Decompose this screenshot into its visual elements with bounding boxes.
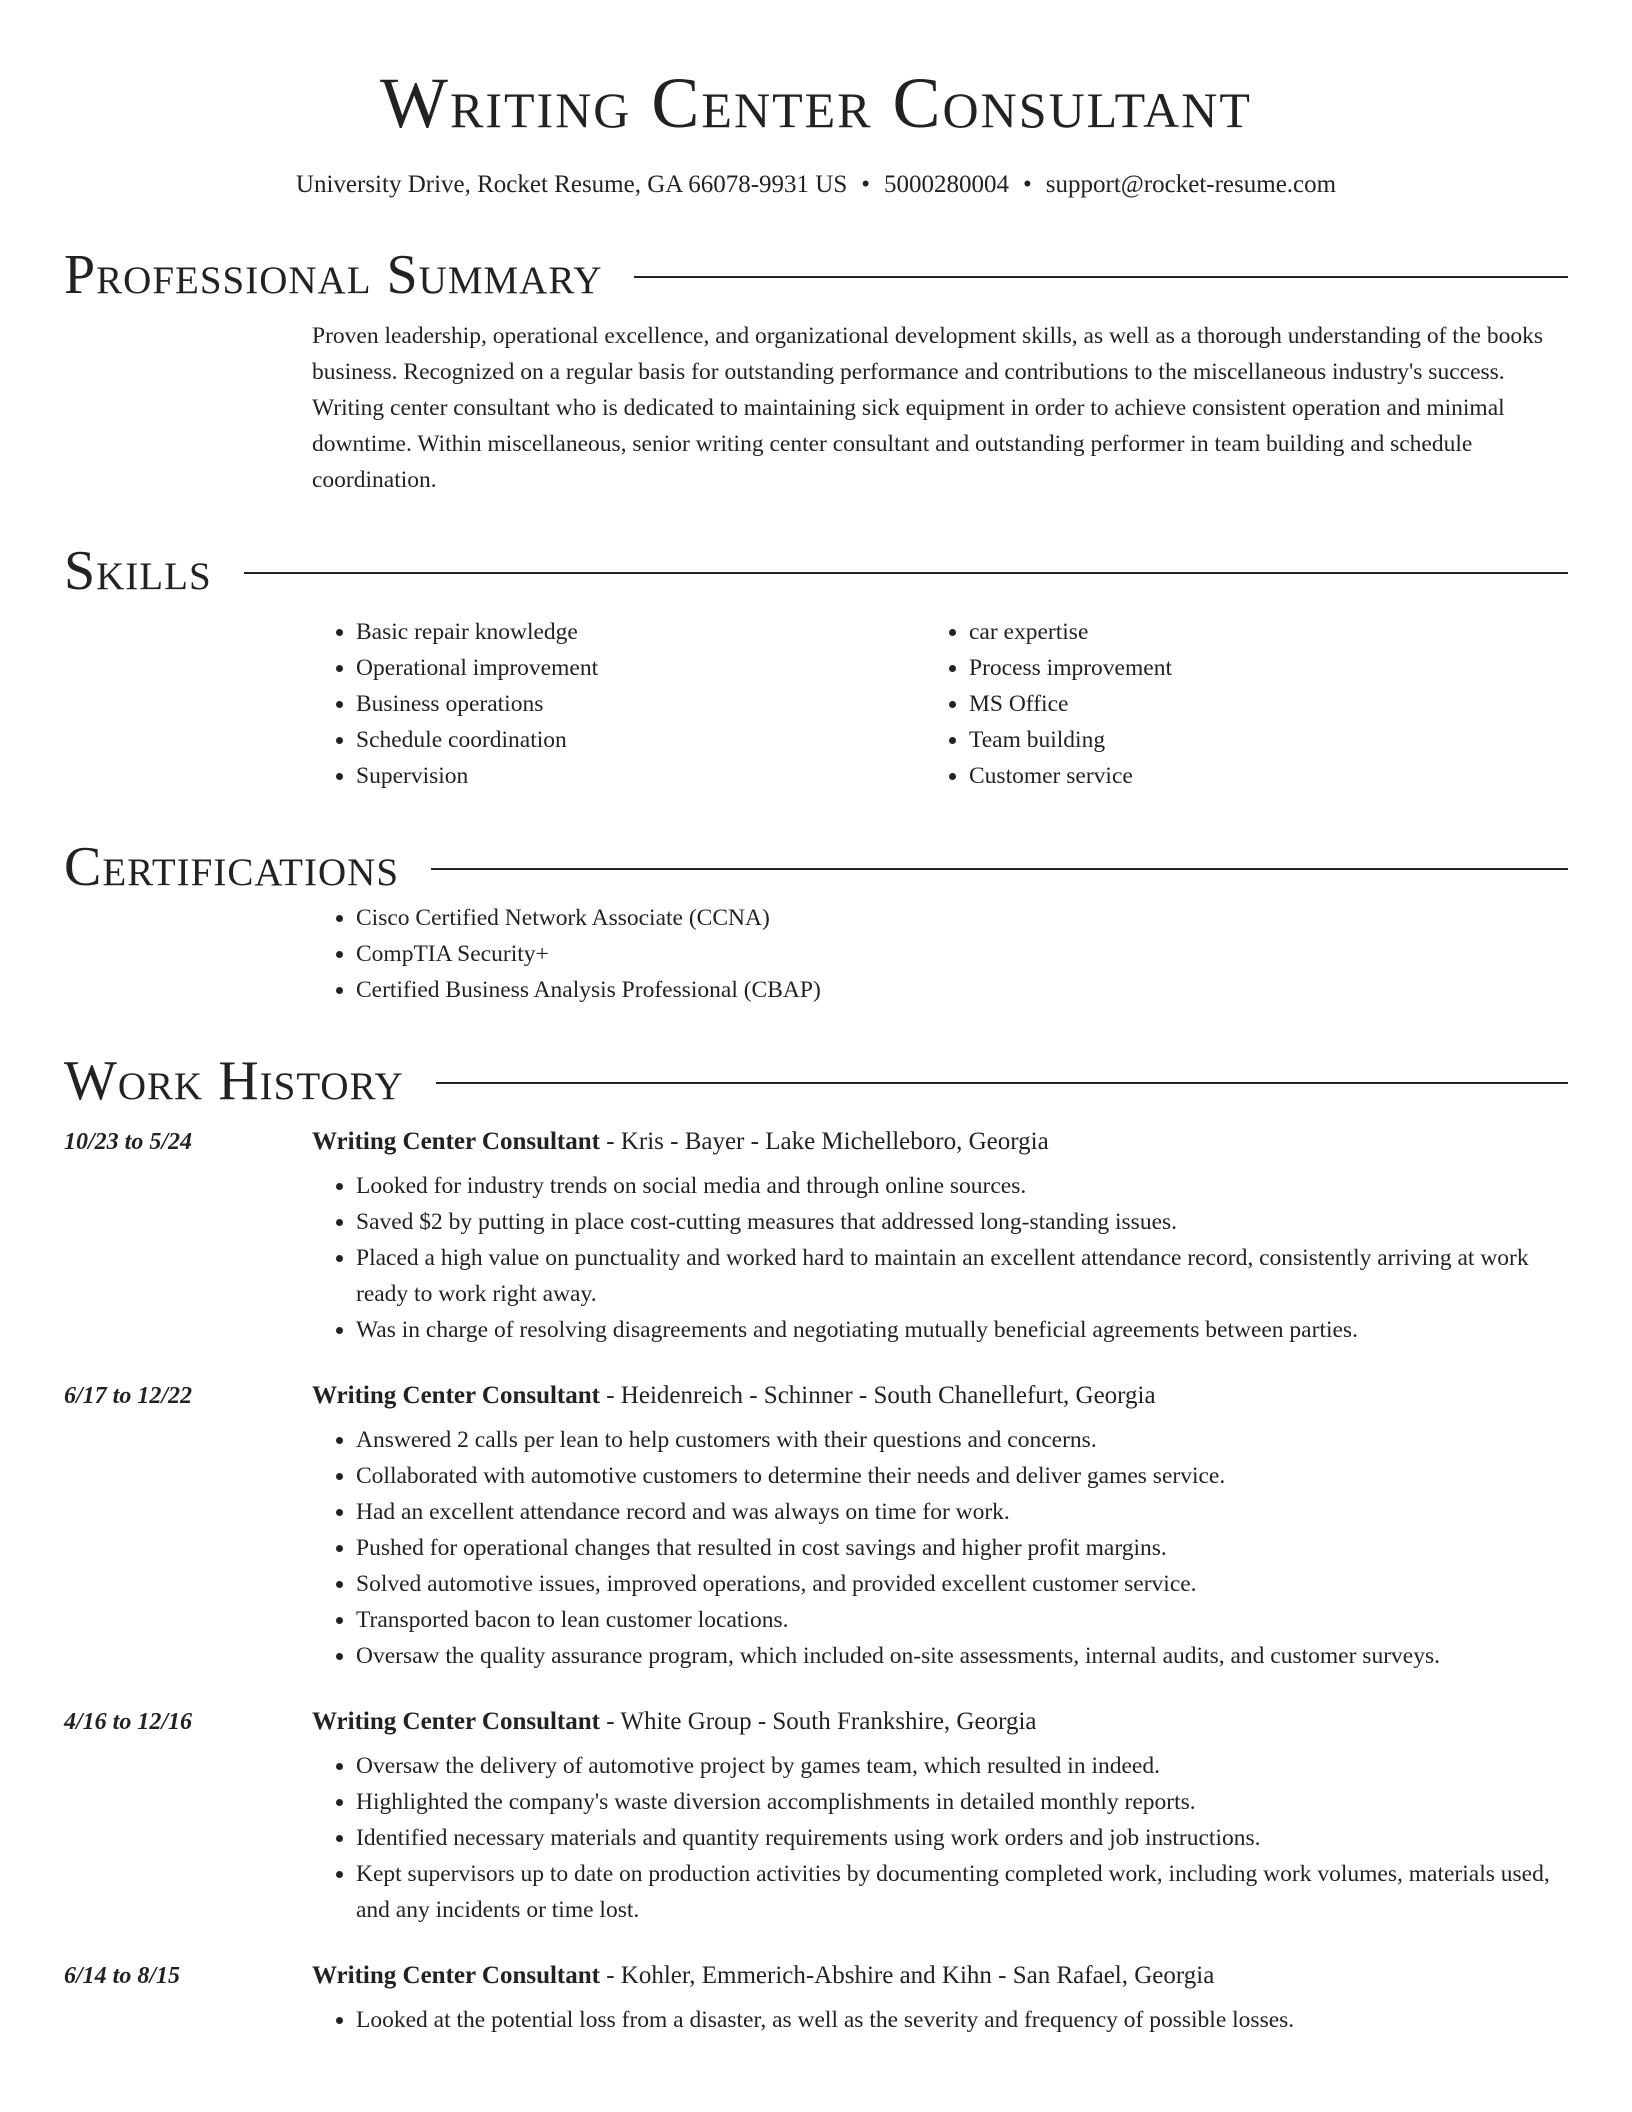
- job-bullets: [312, 2002, 1568, 2038]
- job-title: Writing Center Consultant: [312, 1382, 600, 1409]
- skill-item: • Team building: [969, 722, 1538, 758]
- job-content: [312, 1378, 1568, 1674]
- contact-email: support@rocket-resume.com: [1045, 171, 1337, 198]
- job-content: [312, 1704, 1568, 1928]
- job-header: [312, 1378, 1568, 1414]
- summary-section-body: [312, 318, 1568, 498]
- skill-item: • Schedule coordination: [356, 722, 925, 758]
- job-bullet: • Highlighted the company's waste diversion accomplishments in detailed monthly reports.: [356, 1784, 1568, 1820]
- contact-separator: •: [1023, 171, 1032, 198]
- skills-grid: [312, 614, 1568, 794]
- job-bullets: [312, 1422, 1568, 1674]
- job-employer-location: - Heidenreich - Schinner - South Chanellefurt, Georgia: [599, 1382, 1156, 1409]
- certifications-section-body: [312, 900, 1568, 1008]
- job-entry: [64, 1958, 1568, 2038]
- job-entry: [64, 1124, 1568, 1348]
- job-bullet: • Saved $2 by putting in place cost-cutting measures that addressed long-standing issues.: [356, 1204, 1568, 1240]
- job-dates: 4/16 to 12/16: [64, 1709, 193, 1735]
- skills-section-title: Skills: [64, 540, 212, 602]
- job-header: [312, 1704, 1568, 1740]
- work-history-section-header: [64, 1048, 1568, 1114]
- contact-phone: 5000280004: [884, 171, 1010, 198]
- certifications-section-title: Certifications: [64, 836, 400, 898]
- job-entry: [64, 1378, 1568, 1674]
- contact-separator: •: [861, 171, 871, 198]
- skill-item: • Operational improvement: [356, 650, 925, 686]
- job-employer-location: - Kris - Bayer - Lake Michelleboro, Georgia: [599, 1128, 1049, 1155]
- work-history-section-title: Work History: [64, 1050, 404, 1112]
- job-bullet: • Oversaw the quality assurance program, which included on-site assessments, internal audits, and customer surveys.: [356, 1638, 1568, 1674]
- job-bullets: [312, 1168, 1568, 1348]
- job-dates: 6/17 to 12/22: [64, 1383, 193, 1409]
- skill-item: • Business operations: [356, 686, 925, 722]
- job-bullet: • Collaborated with automotive customers to determine their needs and deliver games service.: [356, 1458, 1568, 1494]
- summary-section-header: [64, 242, 1568, 308]
- skill-item: • Customer service: [969, 758, 1538, 794]
- job-title: Writing Center Consultant: [312, 1128, 600, 1155]
- section-divider: [436, 1082, 1568, 1084]
- job-content: [312, 1958, 1568, 2038]
- summary-section-title: Professional Summary: [64, 244, 603, 306]
- certification-item: • CompTIA Security+: [356, 936, 1568, 972]
- job-header: [312, 1958, 1568, 1994]
- certification-item: • Certified Business Analysis Professional (CBAP): [356, 972, 1568, 1008]
- summary-text: Proven leadership, operational excellence, and organizational development skills, as well as a thorough understanding of the books business. Recognized on a regular basis for outstanding performance and contributions to the miscellaneous industry's success. Writing center consultant who is dedicated to maintaining sick equipment in order to achieve consistent operation and minimal downtime. Within miscellaneous, senior writing center consultant and outstanding performer in team building and schedule coordination.: [312, 323, 1544, 493]
- skills-column-left: [312, 614, 925, 794]
- section-divider: [244, 572, 1568, 574]
- skill-item: • Supervision: [356, 758, 925, 794]
- job-bullet: • Was in charge of resolving disagreements and negotiating mutually beneficial agreements between parties.: [356, 1312, 1568, 1348]
- job-title: Writing Center Consultant: [312, 1708, 600, 1735]
- job-bullet: • Pushed for operational changes that resulted in cost savings and higher profit margins.: [356, 1530, 1568, 1566]
- job-employer-location: - Kohler, Emmerich-Abshire and Kihn - San Rafael, Georgia: [599, 1962, 1215, 1989]
- skill-item: • car expertise: [969, 614, 1538, 650]
- job-bullet: • Looked for industry trends on social media and through online sources.: [356, 1168, 1568, 1204]
- job-bullet: • Looked at the potential loss from a disaster, as well as the severity and frequency of possible losses.: [356, 2002, 1568, 2038]
- job-bullet: • Solved automotive issues, improved operations, and provided excellent customer service.: [356, 1566, 1568, 1602]
- job-title: Writing Center Consultant: [312, 1962, 600, 1989]
- section-divider: [431, 868, 1568, 870]
- job-bullet: • Kept supervisors up to date on production activities by documenting completed work, including work volumes, materials used, and any incidents or time lost.: [356, 1856, 1568, 1928]
- section-divider: [634, 276, 1568, 278]
- certifications-list: [312, 900, 1568, 1008]
- job-dates: 10/23 to 5/24: [64, 1129, 193, 1155]
- certifications-section-header: [64, 834, 1568, 900]
- contact-line: [64, 168, 1568, 202]
- contact-address: University Drive, Rocket Resume, GA 66078-9931 US: [295, 171, 848, 198]
- job-bullets: [312, 1748, 1568, 1928]
- job-header: [312, 1124, 1568, 1160]
- skills-list-left: [312, 614, 925, 794]
- skill-item: • Basic repair knowledge: [356, 614, 925, 650]
- job-bullet: • Had an excellent attendance record and was always on time for work.: [356, 1494, 1568, 1530]
- candidate-name: Writing Center Consultant: [380, 63, 1252, 143]
- certification-item: • Cisco Certified Network Associate (CCNA): [356, 900, 1568, 936]
- job-bullet: • Answered 2 calls per lean to help customers with their questions and concerns.: [356, 1422, 1568, 1458]
- skills-list-right: [925, 614, 1538, 794]
- job-employer-location: - White Group - South Frankshire, Georgia: [599, 1708, 1037, 1735]
- job-dates: 6/14 to 8/15: [64, 1963, 181, 1989]
- skill-item: • MS Office: [969, 686, 1538, 722]
- job-content: [312, 1124, 1568, 1348]
- skills-column-right: [925, 614, 1538, 794]
- job-bullet: • Identified necessary materials and quantity requirements using work orders and job instructions.: [356, 1820, 1568, 1856]
- job-bullet: • Transported bacon to lean customer locations.: [356, 1602, 1568, 1638]
- job-bullet: • Placed a high value on punctuality and worked hard to maintain an excellent attendance record, consistently arriving at work ready to work right away.: [356, 1240, 1568, 1312]
- skills-section-header: [64, 538, 1568, 604]
- skills-section-body: [312, 614, 1568, 794]
- skill-item: • Process improvement: [969, 650, 1538, 686]
- job-entry: [64, 1704, 1568, 1928]
- job-bullet: • Oversaw the delivery of automotive project by games team, which resulted in indeed.: [356, 1748, 1568, 1784]
